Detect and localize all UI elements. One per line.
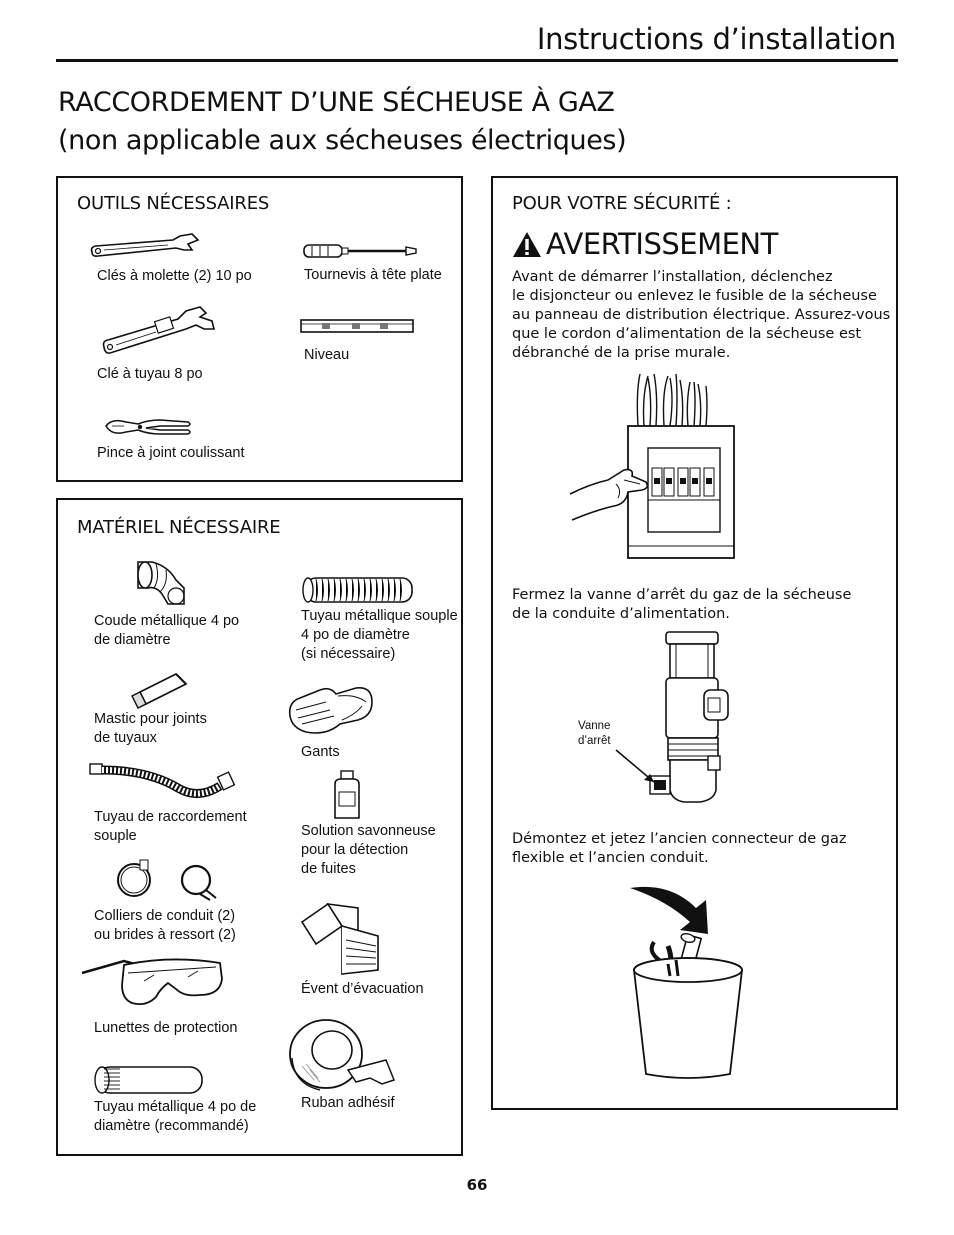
material-label-flex-connector: Tuyau de raccordement souple: [94, 809, 247, 844]
materials-heading: MATÉRIEL NÉCESSAIRE: [77, 517, 281, 538]
elbow-icon: [132, 558, 190, 608]
tools-heading: OUTILS NÉCESSAIRES: [77, 193, 270, 214]
safety-glasses-icon: [80, 955, 226, 1011]
clamps-icon: [114, 858, 220, 902]
gas-valve-paragraph: Fermez la vanne d’arrêt du gaz de la sécheuse de la conduite d’alimentation.: [512, 587, 852, 622]
soap-bottle-icon: [331, 770, 363, 822]
pipe-wrench-icon: [100, 303, 220, 355]
exhaust-hood-icon: [298, 900, 384, 976]
material-label-clamps: Colliers de conduit (2) ou brides à ressort (2): [94, 908, 236, 943]
shutoff-valve-icon: [604, 630, 744, 812]
trash-can-icon: [620, 884, 746, 1082]
tool-label-adjustable-wrench: Clés à molette (2) 10 po: [97, 268, 252, 284]
valve-label: Vanne d’arrêt: [578, 720, 611, 747]
header-rule: [56, 59, 898, 62]
gloves-icon: [286, 680, 376, 738]
tool-label-pipe-wrench: Clé à tuyau 8 po: [97, 366, 203, 382]
warning-banner: [512, 226, 778, 262]
material-label-tape: Ruban adhésif: [301, 1095, 395, 1111]
safety-heading: POUR VOTRE SÉCURITÉ :: [512, 193, 732, 214]
screwdriver-icon: [302, 242, 420, 260]
section-title-line1: RACCORDEMENT D’UNE SÉCHEUSE À GAZ: [58, 87, 615, 118]
breaker-panel-icon: [566, 372, 738, 562]
disposal-paragraph: Démontez et jetez l’ancien connecteur de gaz flexible et l’ancien conduit.: [512, 831, 847, 866]
material-label-elbow: Coude métallique 4 po de diamètre: [94, 613, 240, 648]
rigid-duct-icon: [90, 1064, 206, 1096]
tool-label-screwdriver: Tournevis à tête plate: [304, 267, 442, 283]
material-label-safety-glasses: Lunettes de protection: [94, 1020, 238, 1036]
page-number: 66: [466, 1176, 488, 1194]
section-title-line2: (non applicable aux sécheuses électriques): [58, 125, 627, 156]
material-label-exhaust-hood: Évent d’évacuation: [301, 981, 424, 997]
adjustable-wrench-icon: [88, 232, 203, 262]
warning-paragraph-breaker: Avant de démarrer l’installation, déclenchez le disjoncteur ou enlevez le fusible de la sécheuse au panneau de distribution électrique. Assurez-vous que le cordon d’alimentation de la sécheuse est débranché de la prise murale.: [512, 269, 891, 361]
section-title: [58, 84, 626, 160]
tape-icon: [286, 1010, 398, 1092]
material-label-soap-solution: Solution savonneuse pour la détection de fuites: [301, 823, 436, 877]
level-icon: [300, 317, 415, 335]
mastic-tube-icon: [126, 670, 190, 710]
flex-connector-icon: [88, 762, 238, 806]
material-label-mastic: Mastic pour joints de tuyaux: [94, 711, 207, 746]
pliers-icon: [104, 416, 192, 438]
material-label-gloves: Gants: [301, 744, 340, 760]
tool-label-level: Niveau: [304, 347, 350, 363]
header-title: Instructions d’installation: [536, 22, 896, 56]
material-label-flex-duct: Tuyau métallique souple 4 po de diamètre (si nécessaire): [301, 608, 458, 662]
tool-label-pliers: Pince à joint coulissant: [97, 445, 245, 461]
material-label-rigid-duct: Tuyau métallique 4 po de diamètre (recommandé): [94, 1099, 257, 1134]
warning-triangle-icon: [512, 231, 542, 258]
warning-word: AVERTISSEMENT: [546, 227, 778, 261]
flex-duct-icon: [300, 576, 420, 604]
